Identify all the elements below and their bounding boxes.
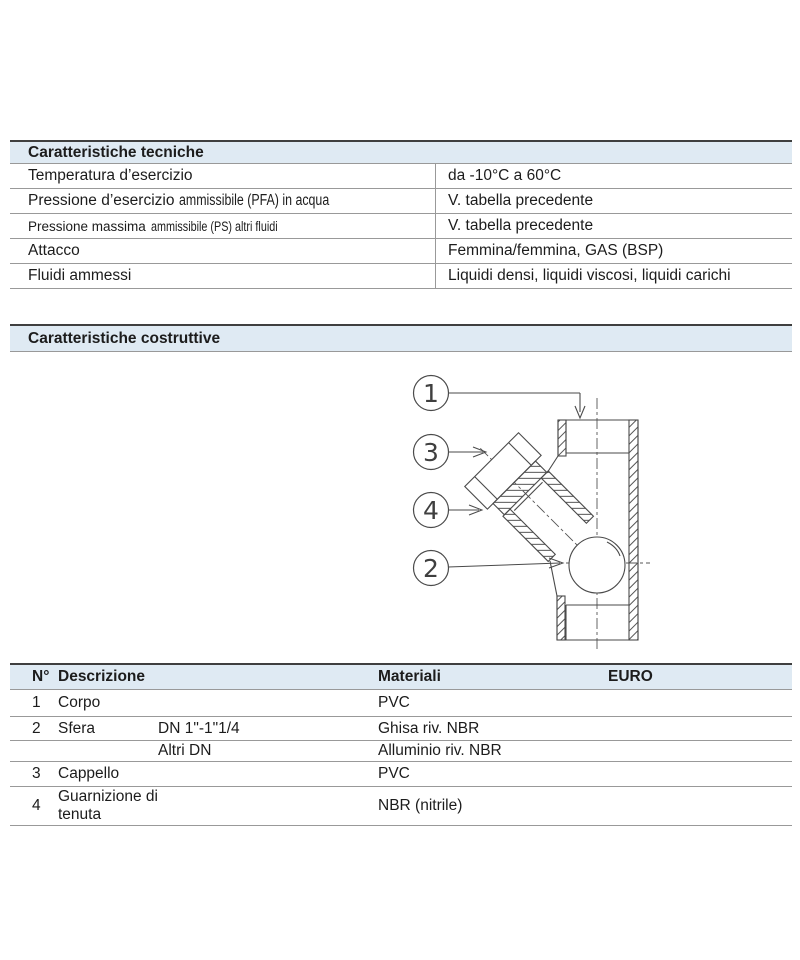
materials-table — [10, 663, 792, 826]
cell-num: 3 — [32, 765, 41, 782]
cell-material: Ghisa riv. NBR — [378, 719, 480, 737]
cell-material: NBR (nitrile) — [378, 797, 463, 814]
table-row — [10, 164, 792, 189]
flow-arrow-icon — [575, 393, 585, 418]
cell-sub: Altri DN — [158, 742, 212, 759]
cell-num: 2 — [32, 719, 41, 737]
table-row — [10, 741, 792, 762]
cell-material: PVC — [378, 694, 410, 711]
row-label-text: Attacco — [28, 242, 80, 259]
row-label-condensed: ammissibile (PFA) in acqua — [179, 192, 330, 209]
materials-table-body — [10, 690, 792, 826]
materials-table-header — [10, 663, 792, 690]
table-row — [10, 717, 792, 741]
row-label — [10, 164, 436, 188]
table-row — [10, 787, 792, 826]
tech-table — [10, 140, 792, 289]
cell-material: Alluminio riv. NBR — [378, 742, 502, 759]
row-value: V. tabella precedente — [448, 192, 594, 209]
table-row — [10, 264, 792, 289]
table-row — [10, 690, 792, 717]
branch-wall-lower — [503, 509, 555, 561]
table-row — [10, 189, 792, 214]
callout-number: 2 — [423, 554, 439, 583]
cell-desc: Sfera — [58, 719, 96, 737]
header-euro: EURO — [608, 668, 653, 685]
row-value: da -10°C a 60°C — [448, 167, 562, 184]
row-value: Liquidi densi, liquidi viscosi, liquidi carichi — [448, 267, 731, 284]
row-label — [10, 214, 436, 238]
tech-table-body — [10, 164, 792, 289]
ball — [569, 537, 625, 593]
row-label-text: Temperatura d’esercizio — [28, 167, 193, 184]
table-row — [10, 762, 792, 787]
construction-title: Caratteristiche costruttive — [10, 324, 792, 352]
callout-number: 3 — [423, 438, 439, 467]
row-value: Femmina/femmina, GAS (BSP) — [448, 242, 664, 259]
row-value: V. tabella precedente — [448, 217, 594, 234]
valve-drawing — [395, 368, 665, 660]
row-label — [10, 264, 436, 288]
row-label-condensed: ammissibile (PS) altri fluidi — [150, 218, 278, 234]
row-label-text: Fluidi ammessi — [28, 267, 132, 284]
callout-number: 4 — [423, 496, 439, 525]
cell-sub: DN 1"-1"1/4 — [158, 719, 240, 737]
cell-desc: Guarnizione di tenuta — [58, 788, 158, 823]
row-label-text: Pressione massima — [28, 218, 146, 234]
construction-section — [10, 324, 792, 352]
valve-body — [547, 420, 638, 640]
callout-number: 1 — [423, 379, 439, 408]
cell-material: PVC — [378, 765, 410, 782]
cell-desc: Corpo — [58, 694, 101, 712]
row-label-text: Pressione d’esercizio — [28, 192, 175, 209]
row-label — [10, 189, 436, 213]
cell-desc: Cappello — [58, 765, 120, 783]
table-row — [10, 239, 792, 264]
row-label — [10, 239, 436, 263]
cell-num: 4 — [32, 797, 41, 814]
tech-table-title: Caratteristiche tecniche — [10, 140, 792, 164]
header-num: N° — [32, 668, 50, 685]
branch-wall-upper — [541, 471, 593, 523]
cell-num: 1 — [32, 694, 41, 711]
table-row — [10, 214, 792, 239]
header-desc: Descrizione — [58, 668, 146, 686]
header-material: Materiali — [378, 668, 441, 685]
